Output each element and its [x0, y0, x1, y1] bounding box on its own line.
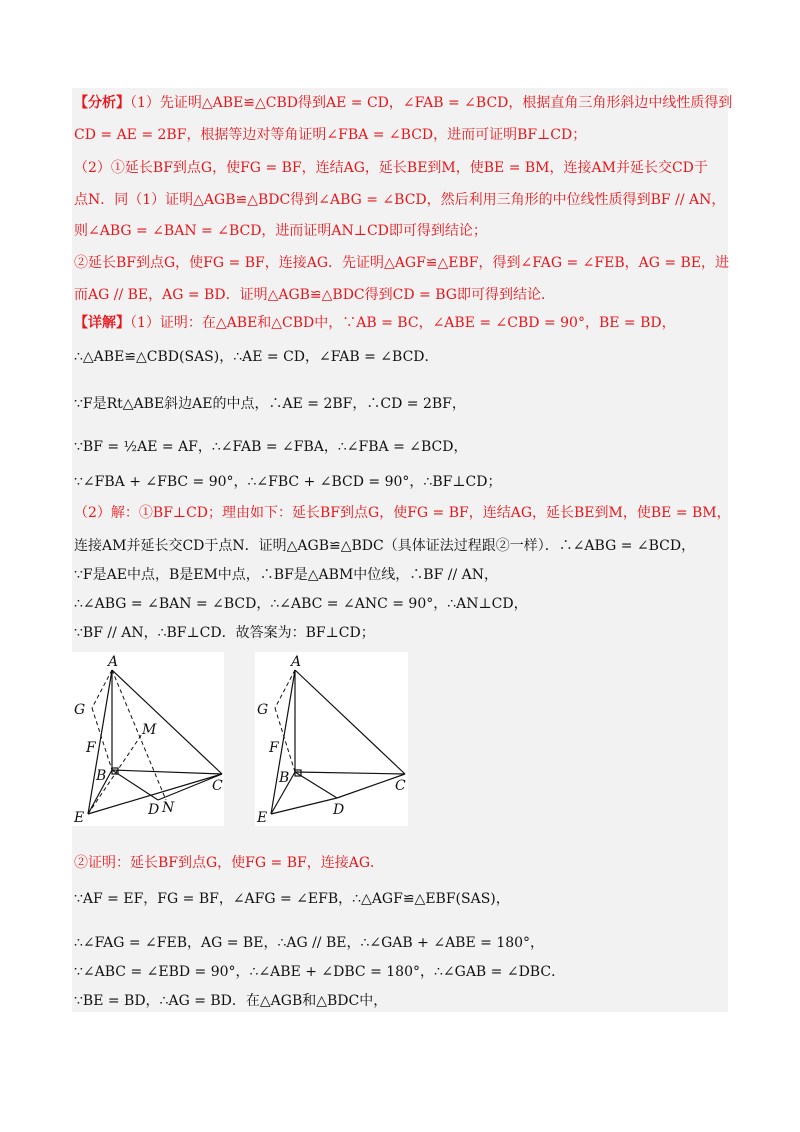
- segment-BC: [112, 770, 222, 774]
- part2-line-2: ∵AF = EF，FG = BF，∠AFG = ∠EFB，∴△AGF≌△EBF(SAS)，: [74, 891, 510, 907]
- analysis-line-6: ②延长BF到点G，使FG = BF，连接AG．先证明△AGF≌△EBF，得到∠FAG = ∠FEB，AG = BE，进: [74, 255, 730, 271]
- part2-line-4: ∵∠ABC = ∠EBD = 90°，∴∠ABE + ∠DBC = 180°，∴∠GAB = ∠DBC．: [74, 964, 566, 980]
- label-C: C: [395, 778, 406, 794]
- analysis-line-7: 而AG // BE，AG = BD．证明△AGB≌△BDC得到CD = BG即可得到结论．: [74, 287, 555, 303]
- label-A: A: [108, 654, 119, 670]
- detail-line-2: ∴△ABE≌△CBD(SAS)，∴AE = CD，∠FAB = ∠BCD．: [74, 349, 439, 365]
- label-D: D: [148, 802, 160, 818]
- label-B: B: [279, 770, 290, 786]
- detail-line-7: 连接AM并延长交CD于点N．证明△AGB≌△BDC（具体证法过程跟②一样）．∴∠ABG = ∠BCD，: [74, 538, 696, 554]
- detail-tag: 【详解】: [74, 315, 130, 331]
- figure-1: [72, 652, 224, 826]
- segment-BC: [295, 772, 405, 774]
- detail-line-3: ∵F是Rt△ABE斜边AE的中点，∴AE = 2BF，∴CD = 2BF，: [74, 396, 466, 412]
- label-A: A: [291, 654, 302, 670]
- detail-line-6: （2）解：①BF⊥CD；理由如下：延长BF到点G，使FG = BF，连结AG，延长BE到M，使BE = BM，: [74, 505, 731, 521]
- label-C: C: [212, 778, 223, 794]
- part2-line-1: ②证明：延长BF到点G，使FG = BF，连接AG．: [74, 855, 385, 871]
- figure-1-diagram: [72, 652, 224, 826]
- label-E: E: [74, 810, 85, 826]
- label-F: F: [269, 740, 279, 756]
- detail-line-10: ∵BF // AN，∴BF⊥CD．故答案为：BF⊥CD；: [74, 625, 375, 641]
- segment-ED: [271, 798, 337, 814]
- label-E: E: [257, 810, 268, 826]
- label-M: M: [142, 722, 157, 738]
- label-B: B: [96, 768, 107, 784]
- label-D: D: [333, 802, 345, 818]
- figure-2: [255, 652, 408, 826]
- label-G: G: [74, 702, 86, 718]
- part2-line-5: ∵BE = BD，∴AG = BD．在△AGB和△BDC中，: [74, 993, 388, 1009]
- segment-AC: [295, 670, 405, 774]
- dashed-GB: [92, 708, 112, 770]
- part2-line-3: ∴∠FAG = ∠FEB，AG = BE，∴AG // BE，∴∠GAB + ∠ABE = 180°，: [74, 935, 545, 951]
- detail-line-4: ∵BF = ½AE = AF，∴∠FAB = ∠FBA，∴∠FBA = ∠BCD，: [74, 439, 468, 455]
- analysis-line-3: （2）①延长BF到点G，使FG = BF，连结AG，延长BE到M，使BE = BM，连接AM并延长交CD于: [74, 160, 708, 176]
- analysis-line-1: 【分析】（1）先证明△ABE≌△CBD得到AE = CD，∠FAB = ∠BCD，根据直角三角形斜边中线性质得到: [74, 95, 733, 111]
- detail-line-8: ∵F是AE中点，B是EM中点，∴BF是△ABM中位线，∴BF // AN，: [74, 567, 498, 583]
- detail-line-9: ∴∠ABG = ∠BAN = ∠BCD，∴∠ABC = ∠ANC = 90°，∴AN⊥CD，: [74, 596, 528, 612]
- label-F: F: [86, 740, 96, 756]
- analysis-line-2: CD = AE = 2BF，根据等边对等角证明∠FBA = ∠BCD，进而可证明BF⊥CD；: [74, 127, 587, 143]
- analysis-line-5: 则∠ABG = ∠BAN = ∠BCD，进而证明AN⊥CD即可得到结论；: [74, 223, 487, 239]
- analysis-tag: 【分析】: [74, 95, 130, 111]
- detail-line-5: ∵∠FBA + ∠FBC = 90°，∴∠FBC + ∠BCD = 90°，∴BF⊥CD；: [74, 474, 502, 490]
- dashed-AN: [112, 670, 166, 800]
- segment-AC: [112, 670, 222, 774]
- label-N: N: [162, 800, 175, 816]
- detail-line-1: 【详解】（1）证明：在△ABE和△CBD中，∵AB = BC，∠ABE = ∠CBD = 90°，BE = BD，: [74, 315, 676, 331]
- analysis-line-4: 点N．同（1）证明△AGB≌△BDC得到∠ABG = ∠BCD，然后利用三角形的中位线性质得到BF // AN，: [74, 192, 726, 208]
- figure-2-diagram: [255, 652, 408, 826]
- label-G: G: [257, 702, 269, 718]
